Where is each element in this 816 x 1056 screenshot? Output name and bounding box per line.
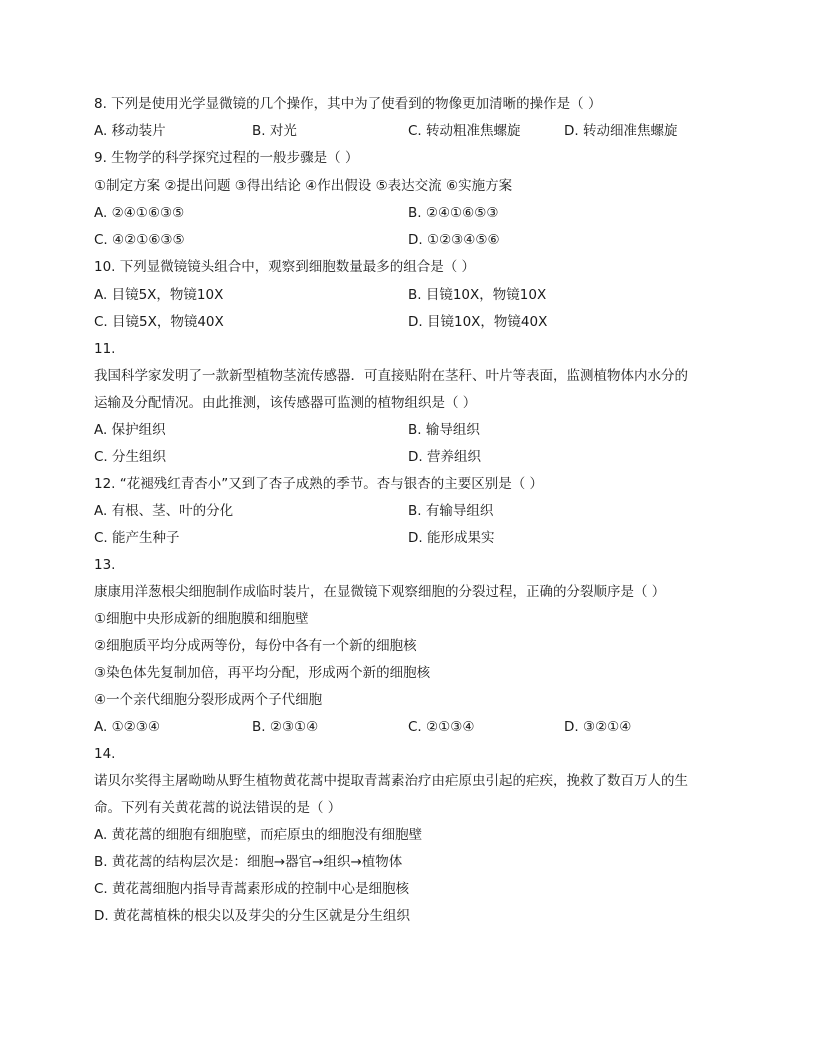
q13-item-3: ③染色体先复制加倍，再平均分配，形成两个新的细胞核	[94, 665, 431, 681]
q14-stem-line1: 诺贝尔奖得主屠呦呦从野生植物黄花蒿中提取青蒿素治疗由疟原虫引起的疟疾，挽救了数百万人的生	[94, 773, 688, 789]
q9-stem: 9. 生物学的科学探究过程的一般步骤是（ ）	[94, 150, 359, 166]
q12-option-a: A. 有根、茎、叶的分化	[94, 503, 234, 519]
q11-option-a: A. 保护组织	[94, 422, 166, 438]
q9-steps: ①制定方案 ②提出问题 ③得出结论 ④作出假设 ⑤表达交流 ⑥实施方案	[94, 178, 513, 194]
q11-number: 11.	[94, 341, 116, 357]
q13-option-c: C. ②①③④	[408, 719, 475, 735]
q11-option-b: B. 输导组织	[408, 422, 480, 438]
q10-option-d: D. 目镜10X，物镜40X	[408, 314, 548, 330]
q8-option-a: A. 移动装片	[94, 123, 166, 139]
q9-option-c: C. ④②①⑥③⑤	[94, 232, 185, 248]
q10-option-b: B. 目镜10X，物镜10X	[408, 287, 547, 303]
q13-option-a: A. ①②③④	[94, 719, 160, 735]
q9-option-d: D. ①②③④⑤⑥	[408, 232, 500, 248]
q11-option-c: C. 分生组织	[94, 449, 167, 465]
q11-option-d: D. 营养组织	[408, 449, 481, 465]
q8-option-b: B. 对光	[252, 123, 297, 139]
q12-stem: 12. “花褪残红青杏小”又到了杏子成熟的季节。杏与银杏的主要区别是（ ）	[94, 476, 544, 492]
q13-item-4: ④一个亲代细胞分裂形成两个子代细胞	[94, 692, 323, 708]
q10-stem: 10. 下列显微镜镜头组合中，观察到细胞数量最多的组合是（ ）	[94, 259, 476, 275]
q13-item-2: ②细胞质平均分成两等份，每份中各有一个新的细胞核	[94, 638, 417, 654]
q14-number: 14.	[94, 746, 116, 762]
q12-option-c: C. 能产生种子	[94, 530, 180, 546]
q9-option-b: B. ②④①⑥⑤③	[408, 205, 499, 221]
q8-option-c: C. 转动粗准焦螺旋	[408, 123, 521, 139]
q13-option-b: B. ②③①④	[252, 719, 319, 735]
q13-option-d: D. ③②①④	[564, 719, 632, 735]
q10-option-c: C. 目镜5X，物镜40X	[94, 314, 224, 330]
q11-stem-line1: 我国科学家发明了一款新型植物茎流传感器．可直接贴附在茎秆、叶片等表面，监测植物体内水分的	[94, 368, 688, 384]
q11-stem-line2: 运输及分配情况。由此推测，该传感器可监测的植物组织是（ ）	[94, 395, 477, 411]
q13-item-1: ①细胞中央形成新的细胞膜和细胞壁	[94, 611, 309, 627]
q14-stem-line2: 命。下列有关黄花蒿的说法错误的是（ ）	[94, 800, 342, 816]
q14-option-d: D. 黄花蒿植株的根尖以及芽尖的分生区就是分生组织	[94, 908, 410, 924]
q10-option-a: A. 目镜5X，物镜10X	[94, 287, 224, 303]
q9-option-a: A. ②④①⑥③⑤	[94, 205, 185, 221]
q12-option-d: D. 能形成果实	[408, 530, 495, 546]
q14-option-c: C. 黄花蒿细胞内指导青蒿素形成的控制中心是细胞核	[94, 881, 410, 897]
q14-option-b: B. 黄花蒿的结构层次是：细胞→器官→组织→植物体	[94, 854, 403, 870]
q13-number: 13.	[94, 557, 116, 573]
q8-option-d: D. 转动细准焦螺旋	[564, 123, 678, 139]
q12-option-b: B. 有输导组织	[408, 503, 494, 519]
q13-stem: 康康用洋葱根尖细胞制作成临时装片，在显微镜下观察细胞的分裂过程，正确的分裂顺序是（ ）	[94, 584, 666, 600]
q14-option-a: A. 黄花蒿的细胞有细胞壁，而疟原虫的细胞没有细胞壁	[94, 827, 423, 843]
q8-stem: 8. 下列是使用光学显微镜的几个操作，其中为了使看到的物像更加清晰的操作是（ ）	[94, 96, 602, 112]
